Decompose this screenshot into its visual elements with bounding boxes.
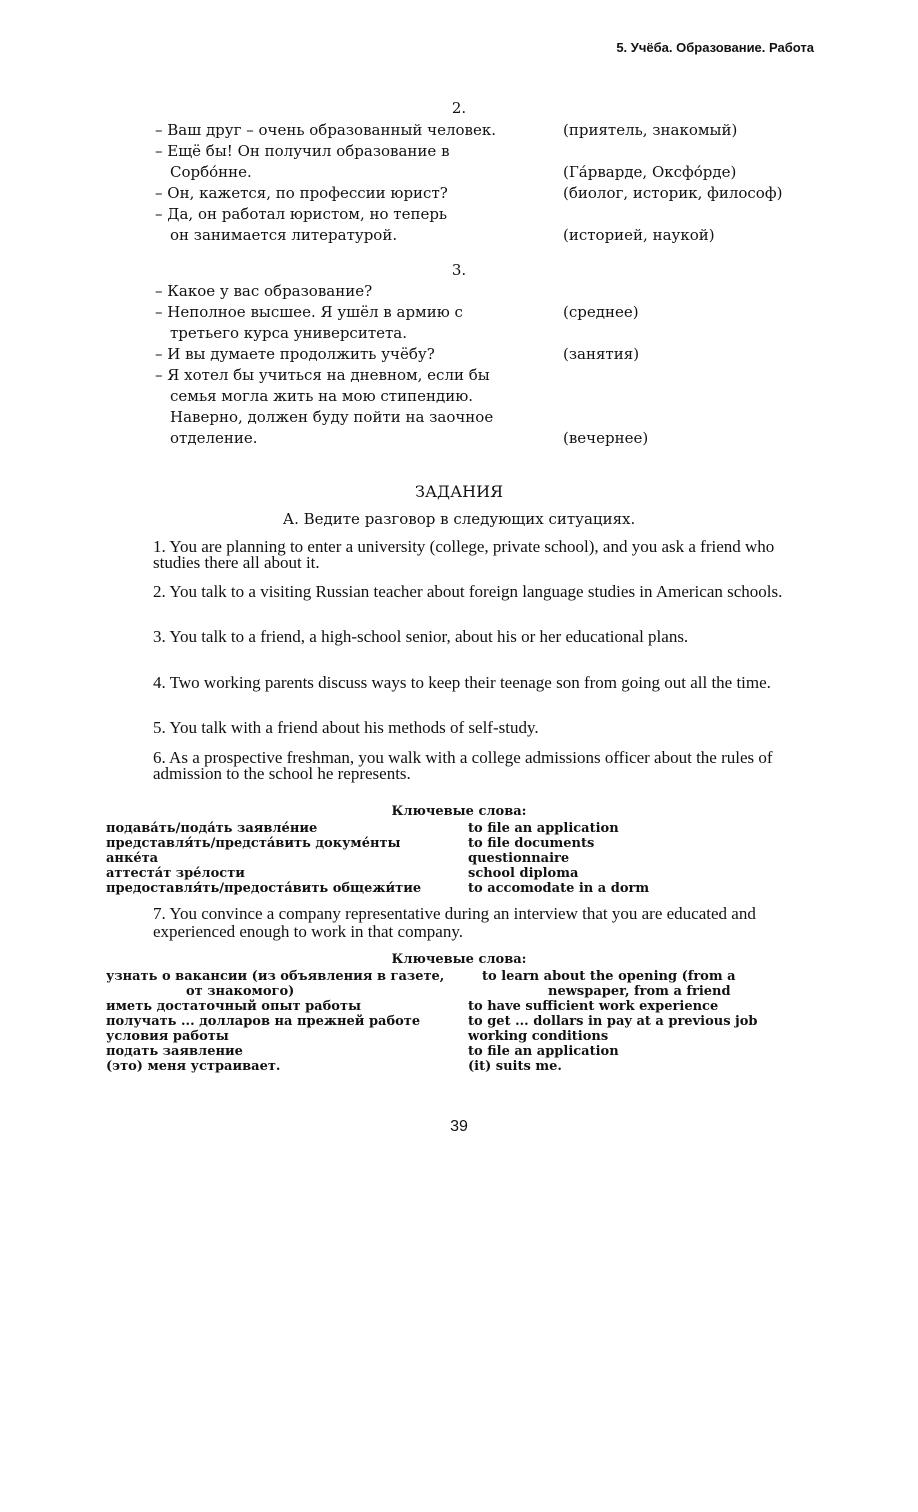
- dialog-alternative: (историей, наукой): [563, 226, 715, 244]
- keyword-ru: от знакомого): [186, 984, 295, 999]
- keyword-ru: подава́ть/пода́ть заявле́ние: [106, 821, 318, 836]
- dialog-alternative: (вечернее): [563, 429, 649, 447]
- dialog-row: [155, 344, 815, 365]
- keyword-en: newspaper, from a friend: [548, 984, 731, 999]
- dialog-row: [155, 183, 815, 204]
- dialog-line: – Он, кажется, по профессии юрист?: [155, 184, 448, 202]
- keyword-ru: аттеста́т зре́лости: [106, 866, 245, 881]
- dialog-alternative: (занятия): [563, 345, 640, 363]
- dialog-row: [155, 281, 815, 302]
- dialog-number: 2.: [451, 99, 467, 117]
- dialog-line: отделение.: [170, 429, 258, 447]
- dialog-2: [155, 120, 815, 246]
- dialog-alternative: (Га́рварде, Оксфо́рде): [563, 163, 737, 181]
- keyword-row: [106, 1059, 806, 1074]
- dialog-row: [155, 141, 815, 183]
- keyword-row: [106, 999, 806, 1014]
- task-item: 5. You talk with a friend about his methods of self-study.: [153, 718, 539, 737]
- dialog-line: третьего курса университета.: [170, 324, 408, 342]
- keyword-row: [106, 969, 806, 984]
- dialog-line: Сорбо́нне.: [170, 163, 252, 181]
- dialog-alternative: (приятель, знакомый): [563, 121, 738, 139]
- keyword-en: to file an application: [468, 1044, 619, 1059]
- keyword-en: working conditions: [468, 1029, 609, 1044]
- keyword-row: [106, 984, 806, 999]
- keyword-ru: иметь достаточный опыт работы: [106, 999, 362, 1014]
- page-number: 39: [450, 1118, 468, 1135]
- dialog-alternative: (биолог, историк, философ): [563, 184, 783, 202]
- keyword-row: [106, 821, 806, 836]
- dialog-line: – Какое у вас образование?: [155, 282, 373, 300]
- dialog-row: [155, 365, 815, 449]
- keyword-ru: представля́ть/предста́вить докуме́нты: [106, 836, 401, 851]
- keyword-ru: узнать о вакансии (из объявления в газете,: [106, 969, 445, 984]
- dialog-line: – Ещё бы! Он получил образование в: [155, 142, 450, 160]
- keyword-row: [106, 866, 806, 881]
- running-header: 5. Учёба. Образование. Работа: [616, 40, 814, 55]
- keyword-ru: (это) меня устраивает.: [106, 1059, 281, 1074]
- dialog-line: – Неполное высшее. Я ушёл в армию с: [155, 303, 463, 321]
- dialog-row: [155, 302, 815, 344]
- keyword-en: (it) suits me.: [468, 1059, 562, 1074]
- dialog-row: [155, 120, 815, 141]
- dialog-line: Наверно, должен буду пойти на заочное: [170, 408, 494, 426]
- keywords-title: Ключевые слова:: [391, 952, 527, 967]
- keyword-ru: предоставля́ть/предоста́вить общежи́тие: [106, 881, 422, 896]
- keyword-ru: условия работы: [106, 1029, 229, 1044]
- keywords-title: Ключевые слова:: [391, 804, 527, 819]
- keyword-ru: получать ... долларов на прежней работе: [106, 1014, 421, 1029]
- task-item: 4. Two working parents discuss ways to keep their teenage son from going out all the time.: [153, 673, 771, 692]
- keyword-en: to learn about the opening (from a: [482, 969, 736, 984]
- keyword-row: [106, 1014, 806, 1029]
- dialog-line: семья могла жить на мою стипендию.: [170, 387, 474, 405]
- task-item: 1. You are planning to enter a university (college, private school), and you ask a friend who studies there all about it.: [153, 537, 775, 572]
- task-item: 3. You talk to a friend, a high-school senior, about his or her educational plans.: [153, 627, 689, 646]
- keyword-row: [106, 851, 806, 866]
- dialog-3: [155, 281, 815, 449]
- keyword-row: [106, 1044, 806, 1059]
- dialog-line: – Ваш друг – очень образованный человек.: [155, 121, 496, 139]
- keyword-en: to have sufficient work experience: [468, 999, 719, 1014]
- dialog-line: он занимается литературой.: [170, 226, 398, 244]
- keywords-list: [106, 969, 806, 1074]
- dialog-line: – И вы думаете продолжить учёбу?: [155, 345, 435, 363]
- keyword-row: [106, 1029, 806, 1044]
- keyword-en: to accomodate in a dorm: [468, 881, 650, 896]
- section-title: ЗАДАНИЯ: [414, 482, 504, 501]
- task-item: 2. You talk to a visiting Russian teacher about foreign language studies in American schools.: [153, 582, 783, 601]
- keyword-row: [106, 881, 806, 896]
- keyword-en: to get ... dollars in pay at a previous job: [468, 1014, 758, 1029]
- keyword-en: to file documents: [468, 836, 595, 851]
- dialog-line: – Да, он работал юристом, но теперь: [155, 205, 448, 223]
- dialog-alternative: [563, 281, 815, 302]
- keyword-row: [106, 836, 806, 851]
- task-item: 7. You convince a company representative during an interview that you are educated and experienced enough to work in that company.: [153, 904, 756, 941]
- keyword-en: to file an application: [468, 821, 619, 836]
- keyword-en: questionnaire: [468, 851, 570, 866]
- task-item: 6. As a prospective freshman, you walk with a college admissions officer about the rules of admission to the school he represents.: [153, 748, 773, 783]
- keyword-en: school diploma: [468, 866, 579, 881]
- section-instruction: А. Ведите разговор в следующих ситуациях.: [282, 510, 636, 528]
- dialog-number: 3.: [451, 261, 467, 279]
- dialog-row: [155, 204, 815, 246]
- keywords-list: [106, 821, 806, 896]
- keyword-ru: подать заявление: [106, 1044, 243, 1059]
- dialog-line: – Я хотел бы учиться на дневном, если бы: [155, 366, 490, 384]
- keyword-ru: анке́та: [106, 851, 159, 866]
- dialog-alternative: (среднее): [563, 303, 639, 321]
